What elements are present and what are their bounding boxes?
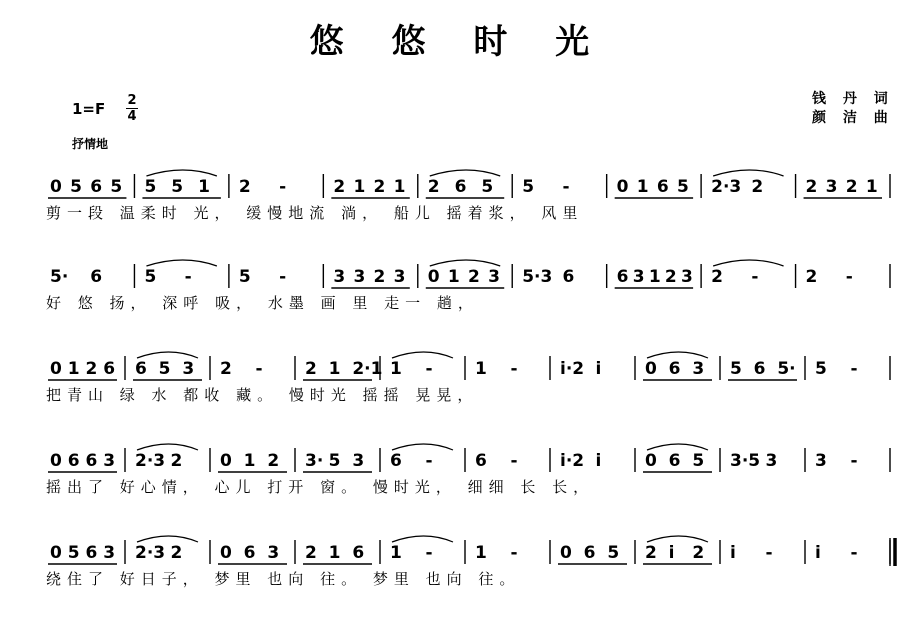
note: 3 (825, 177, 838, 197)
note: 5 (815, 359, 827, 379)
note: - (510, 359, 518, 379)
note: 1 (636, 177, 649, 197)
note: 2 (238, 177, 251, 197)
note: 5 (238, 267, 251, 287)
note: 1 (475, 543, 487, 563)
note: 6 (85, 543, 98, 563)
note: 5 (158, 359, 171, 379)
notation-line (0, 442, 917, 476)
slur-arc (137, 352, 198, 358)
time-signature-top: 2 (127, 93, 137, 108)
slur-arc (647, 444, 708, 450)
note: 5 (692, 451, 705, 471)
note: 1 (648, 267, 661, 287)
note: i·2 (560, 451, 585, 471)
note: 6 (616, 267, 629, 287)
score-system-3 (0, 350, 917, 440)
note: 1 (475, 359, 487, 379)
note: i (595, 359, 602, 379)
lyric-line: 剪一段 温柔时 光， 缓慢地流 淌， 船儿 摇着浆， 风里 (46, 204, 584, 222)
time-signature-bottom: 4 (127, 109, 137, 124)
note: 5 (677, 177, 689, 197)
note: 3 (103, 451, 116, 471)
note: - (255, 359, 263, 379)
note: - (425, 543, 433, 563)
key-signature: 1=F (72, 100, 106, 118)
note: 6 (562, 267, 575, 287)
note: 2 (751, 177, 764, 197)
lyric-line: 摇出了 好心情， 心儿 打开 窗。 慢时光， 细细 长 长， (46, 478, 595, 496)
note: 1 (390, 359, 402, 379)
note: 2 (805, 267, 818, 287)
note: 0 (50, 451, 62, 471)
lyric-line: 把青山 绿 水 都收 藏。 慢时光 摇摇 晃晃， (46, 386, 479, 404)
note: 2 (305, 543, 317, 563)
note: 2·1 (352, 359, 383, 379)
note: 0 (220, 451, 232, 471)
note: 6 (243, 543, 256, 563)
slur-arc (647, 352, 708, 358)
slur-arc (392, 352, 453, 358)
note: 3 (765, 451, 778, 471)
note: 6 (668, 451, 681, 471)
note: - (850, 359, 858, 379)
note: 3 (632, 267, 645, 287)
slur-arc (647, 536, 708, 542)
note: 2 (373, 177, 386, 197)
note: - (279, 267, 287, 287)
note: 0 (220, 543, 232, 563)
note: 3 (352, 451, 365, 471)
lyric-line: 好 悠 扬， 深呼 吸， 水墨 画 里 走一 趟， (46, 294, 479, 312)
lyricist-credit: 钱 丹 词 (812, 91, 894, 107)
note: 5 (144, 177, 157, 197)
note: 3 (182, 359, 195, 379)
note: 6 (90, 177, 103, 197)
note: 6 (135, 359, 147, 379)
note: 3 (681, 267, 693, 287)
note: 5 (70, 177, 82, 197)
slur-arc (146, 260, 216, 266)
note: 6 (90, 267, 103, 287)
slur-arc (392, 536, 453, 542)
note: 2 (805, 177, 818, 197)
note: 2 (85, 359, 98, 379)
note: 0 (616, 177, 629, 197)
slur-arc (430, 170, 500, 176)
score-system-5 (0, 534, 917, 624)
note: - (510, 451, 518, 471)
slur-arc (137, 536, 198, 542)
note: - (765, 543, 773, 563)
note: 0 (50, 359, 62, 379)
time-signature (126, 94, 138, 123)
note: 3·5 (730, 451, 761, 471)
note: 1 (447, 267, 460, 287)
slur-arc (137, 444, 198, 450)
notation-line (0, 168, 917, 202)
note: 2·3 (711, 177, 742, 197)
slur-arc (430, 260, 500, 266)
note: 0 (427, 267, 440, 287)
note: i (730, 543, 736, 563)
note: i (815, 543, 821, 563)
note: 5· (777, 359, 796, 379)
note: 6 (103, 359, 116, 379)
note: 6 (67, 451, 80, 471)
note: 1 (67, 359, 80, 379)
note: i (668, 543, 675, 563)
note: 6 (475, 451, 487, 471)
slur-arc (713, 260, 783, 266)
note: 2 (711, 267, 723, 287)
note: - (510, 543, 518, 563)
note: 5 (328, 451, 341, 471)
note: 2 (333, 177, 346, 197)
slur-arc (146, 170, 216, 176)
composer-credit: 颜 洁 曲 (812, 110, 894, 126)
note: 2·3 (135, 543, 166, 563)
score-system-2 (0, 258, 917, 348)
note: - (845, 267, 853, 287)
notation-line (0, 534, 917, 568)
lyric-line: 绕住了 好日子， 梦里 也向 往。 梦里 也向 往。 (46, 570, 521, 588)
note: 1 (243, 451, 256, 471)
note: 5 (522, 177, 535, 197)
song-title: 悠 悠 时 光 (309, 22, 608, 62)
credits (812, 90, 894, 128)
note: 1 (328, 543, 341, 563)
note: 5 (67, 543, 80, 563)
note: 0 (50, 543, 62, 563)
note: 3 (103, 543, 116, 563)
note: 5 (607, 543, 620, 563)
note: 5 (144, 267, 157, 287)
note: 6 (454, 177, 467, 197)
note: 6 (390, 451, 402, 471)
note: 2 (427, 177, 440, 197)
note: 0 (50, 177, 62, 197)
note: i (595, 451, 602, 471)
note: 5 (730, 359, 742, 379)
note: 3 (488, 267, 500, 287)
notation-line (0, 350, 917, 384)
note: 3 (815, 451, 827, 471)
note: 2 (170, 451, 183, 471)
note: 1 (353, 177, 366, 197)
note: 1 (198, 177, 210, 197)
slur-arc (392, 444, 453, 450)
slur-arc (713, 170, 783, 176)
note: 2·3 (135, 451, 166, 471)
note: 2 (645, 543, 657, 563)
note: 2 (305, 359, 317, 379)
note: - (425, 451, 433, 471)
note: 6 (85, 451, 98, 471)
note: 2 (664, 267, 677, 287)
note: i·2 (560, 359, 585, 379)
score-system-1 (0, 168, 917, 258)
tempo-marking: 抒情地 (72, 137, 109, 151)
note: 2 (267, 451, 280, 471)
note: - (751, 267, 759, 287)
note: 6 (352, 543, 365, 563)
note: 3 (353, 267, 366, 287)
note: 0 (560, 543, 572, 563)
note: 6 (753, 359, 766, 379)
note: - (850, 543, 858, 563)
note: 3 (267, 543, 280, 563)
note: - (562, 177, 570, 197)
note: 2 (692, 543, 705, 563)
note: 1 (390, 543, 402, 563)
note: 6 (583, 543, 596, 563)
note: - (184, 267, 192, 287)
note: 5 (171, 177, 184, 197)
note: - (850, 451, 858, 471)
note: 0 (645, 359, 657, 379)
note: 1 (328, 359, 341, 379)
note: 3 (692, 359, 705, 379)
score-system-4 (0, 442, 917, 532)
note: 6 (668, 359, 681, 379)
note: 3· (305, 451, 324, 471)
note: 2 (845, 177, 858, 197)
note: 6 (656, 177, 669, 197)
note: 1 (393, 177, 406, 197)
note: 3 (333, 267, 346, 287)
note: 5·3 (522, 267, 553, 287)
note: 2 (373, 267, 386, 287)
note: 1 (865, 177, 878, 197)
note: 3 (393, 267, 406, 287)
note: 5· (50, 267, 69, 287)
note: 2 (170, 543, 183, 563)
note: 0 (645, 451, 657, 471)
notation-line (0, 258, 917, 292)
note: 5 (110, 177, 123, 197)
note: 5 (481, 177, 494, 197)
note: - (279, 177, 287, 197)
note: - (425, 359, 433, 379)
note: 2 (468, 267, 480, 287)
note: 2 (220, 359, 232, 379)
